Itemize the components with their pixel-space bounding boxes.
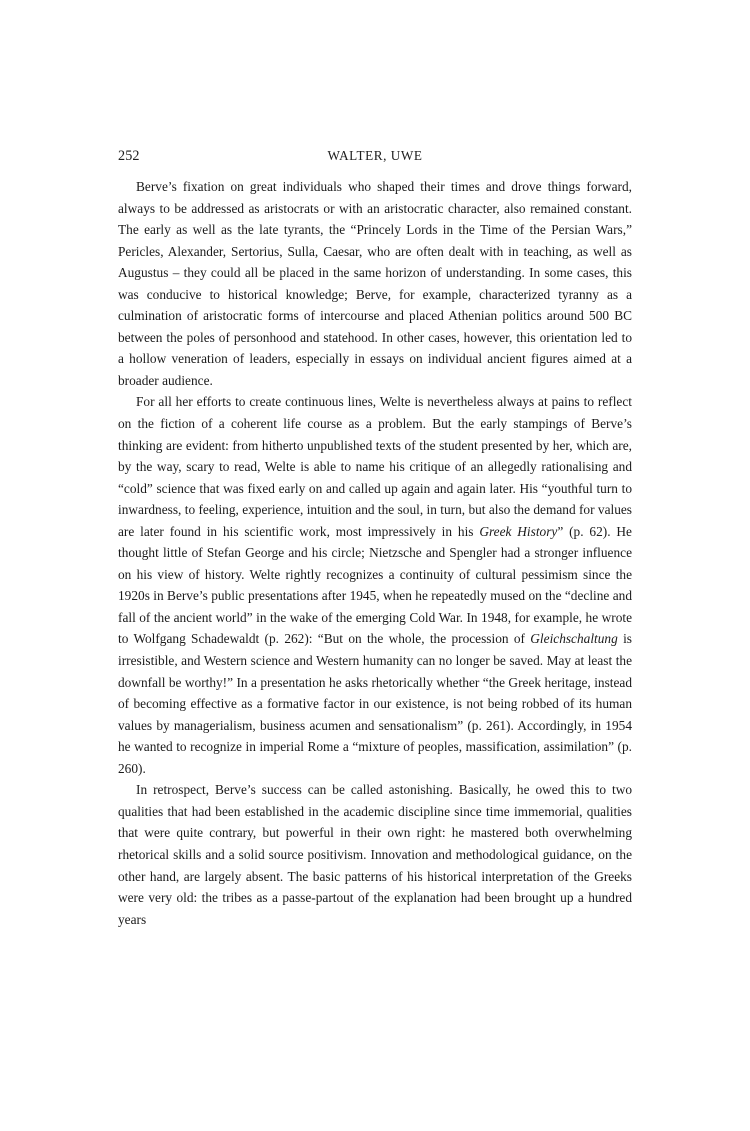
paragraph: Berve’s fixation on great individuals who shaped their times and drove things forward, always to be addressed as aristocrats or with an aristocratic character, also remained constant. The early as well as the late tyrants, the “Princely Lords in the Time of the Persian Wars,” Pericles, Alexander, Sertorius, Sulla, Caesar, who are often dealt with in teaching, as well as Augustus – they could all be placed in the same horizon of understanding. In some cases, this was conducive to historical knowledge; Berve, for example, characterized tyranny as a culmination of aristocratic forms of intercourse and placed Athenian politics around 500 BC between the poles of personhood and statehood. In other cases, however, this orientation led to a hollow veneration of leaders, especially in essays on individual ancient figures aimed at a broader audience. [118, 179, 632, 388]
paragraph: For all her efforts to create continuous lines, Welte is nevertheless always at pains to reflect on the fiction of a coherent life course as a problem. But the early stampings of Berve’s thinking are evident: from hitherto unpublished texts of the student presented by her, which are, by the way, scary to read, Welte is able to name his critique of an allegedly rationalising and “cold” science that was fixed early on and called up again and again later. His “youthful turn to inwardness, to feeling, experience, intuition and the soul, in turn, but also the demand for values are later found in his scientific work, most impressively in his Greek History” (p. 62). He thought little of Stefan George and his circle; Nietzsche and Spengler had a stronger influence on his view of history. Welte rightly recognizes a continuity of cultural pessimism since the 1920s in Berve’s public presentations after 1945, when he repeatedly mused on the “decline and fall of the ancient world” in the wake of the emerging Cold War. In 1948, for example, he wrote to Wolfgang Schadewaldt (p. 262): “But on the whole, the procession of Gleichschaltung is irresistible, and Western science and Western humanity can no longer be saved. May at least the downfall be worthy!” In a presentation he asks rhetorically whether “the Greek heritage, instead of becoming effective as a formative factor in our existence, is not being robbed of its human values by managerialism, business acumen and sensationalism” (p. 261). Accordingly, in 1954 he wanted to recognize in imperial Rome a “mixture of peoples, massification, assimilation” (p. 260). [118, 394, 632, 776]
page-header [118, 146, 632, 166]
italic-title: Greek History [479, 523, 558, 539]
paragraph: In retrospect, Berve’s success can be called astonishing. Basically, he owed this to two qualities that had been established in the academic discipline since time immemorial, qualities that were quite contrary, but powerful in their own right: he mastered both overwhelming rhetorical skills and a solid source positivism. Innovation and methodological guidance, on the other hand, are largely absent. The basic patterns of his historical interpretation of the Greeks were very old: the tribes as a passe-partout of the explanation had been brought up a hundred years [118, 782, 632, 927]
italic-title: Gleichschaltung [530, 631, 618, 647]
running-head: WALTER, UWE [327, 148, 423, 163]
page-number: 252 [118, 148, 140, 164]
body-text [118, 176, 632, 930]
